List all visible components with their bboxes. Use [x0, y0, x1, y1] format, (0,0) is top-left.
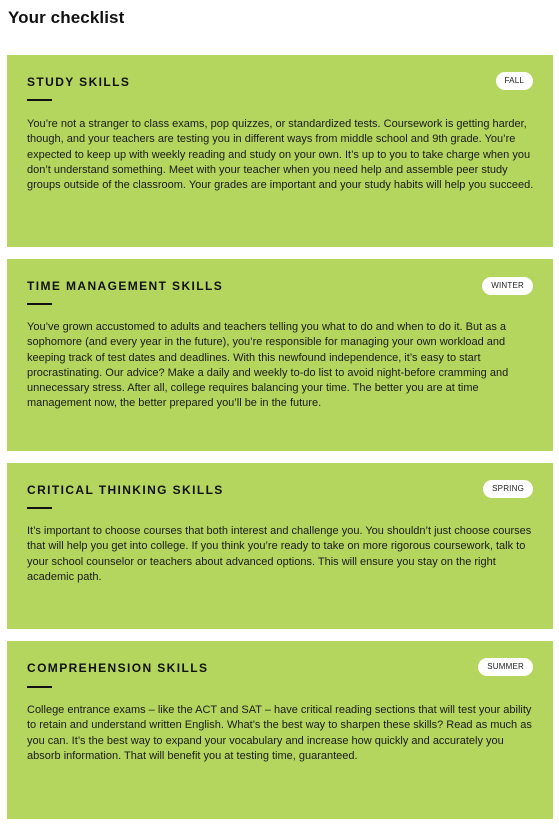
- season-badge: WINTER: [482, 277, 533, 295]
- card-body-text: College entrance exams – like the ACT and SAT – have critical reading sections that will test your ability to retain and understand written English. What’s the best way to sharpen these skills? Read as much as you can. It’s the best way to expand your vocabulary and increase how quickly and accurately you absorb information. That will benefit you at testing time, guaranteed.: [27, 704, 532, 762]
- card-body-text: You’ve grown accustomed to adults and teachers telling you what to do and when to do it. But as a sophomore (and every year in the future), you’re responsible for managing your own workload and keeping track of test dates and deadlines. With this newfound independence, it’s easy to start procrastinating. Our advice? Make a daily and weekly to-do list to avoid night-before cramming and unnecessary stress. After all, college requires balancing your time. The better you are at time management now, the better prepared you’ll be in the future.: [27, 321, 509, 410]
- card-title: CRITICAL THINKING SKILLS: [27, 483, 224, 497]
- title-underline: [27, 99, 52, 101]
- card-body-text: You’re not a stranger to class exams, pop quizzes, or standardized tests. Coursework is getting harder, though, and your teachers are testing you in different ways from middle school and 9th grade. You’re expected to keep up with weekly reading and study on your own. It’s up to you to take charge when you don’t understand something. Meet with your teacher when you need help and assemble peer study groups outside of the classroom. Your grades are important and your study habits will help you succeed.: [27, 118, 534, 192]
- card-title: COMPREHENSION SKILLS: [27, 661, 209, 675]
- checklist-card-study-skills: [7, 55, 553, 247]
- card-title: TIME MANAGEMENT SKILLS: [27, 279, 224, 293]
- checklist-card-comprehension-skills: [7, 641, 553, 819]
- checklist-card-critical-thinking-skills: [7, 463, 553, 629]
- season-badge: SUMMER: [478, 658, 533, 676]
- checklist-card-time-management-skills: [7, 259, 553, 451]
- card-body-text: It’s important to choose courses that both interest and challenge you. You shouldn’t just choose courses that will help you get into college. If you think you’re ready to take on more rigorous coursework, talk to your school counselor or teachers about advanced options. This will ensure you stay on the right academic path.: [27, 525, 532, 583]
- title-underline: [27, 303, 52, 305]
- card-title: STUDY SKILLS: [27, 75, 131, 89]
- title-underline: [27, 507, 52, 509]
- page-title: Your checklist: [8, 8, 125, 27]
- season-badge: FALL: [496, 72, 533, 90]
- title-underline: [27, 686, 52, 688]
- season-badge: SPRING: [483, 480, 533, 498]
